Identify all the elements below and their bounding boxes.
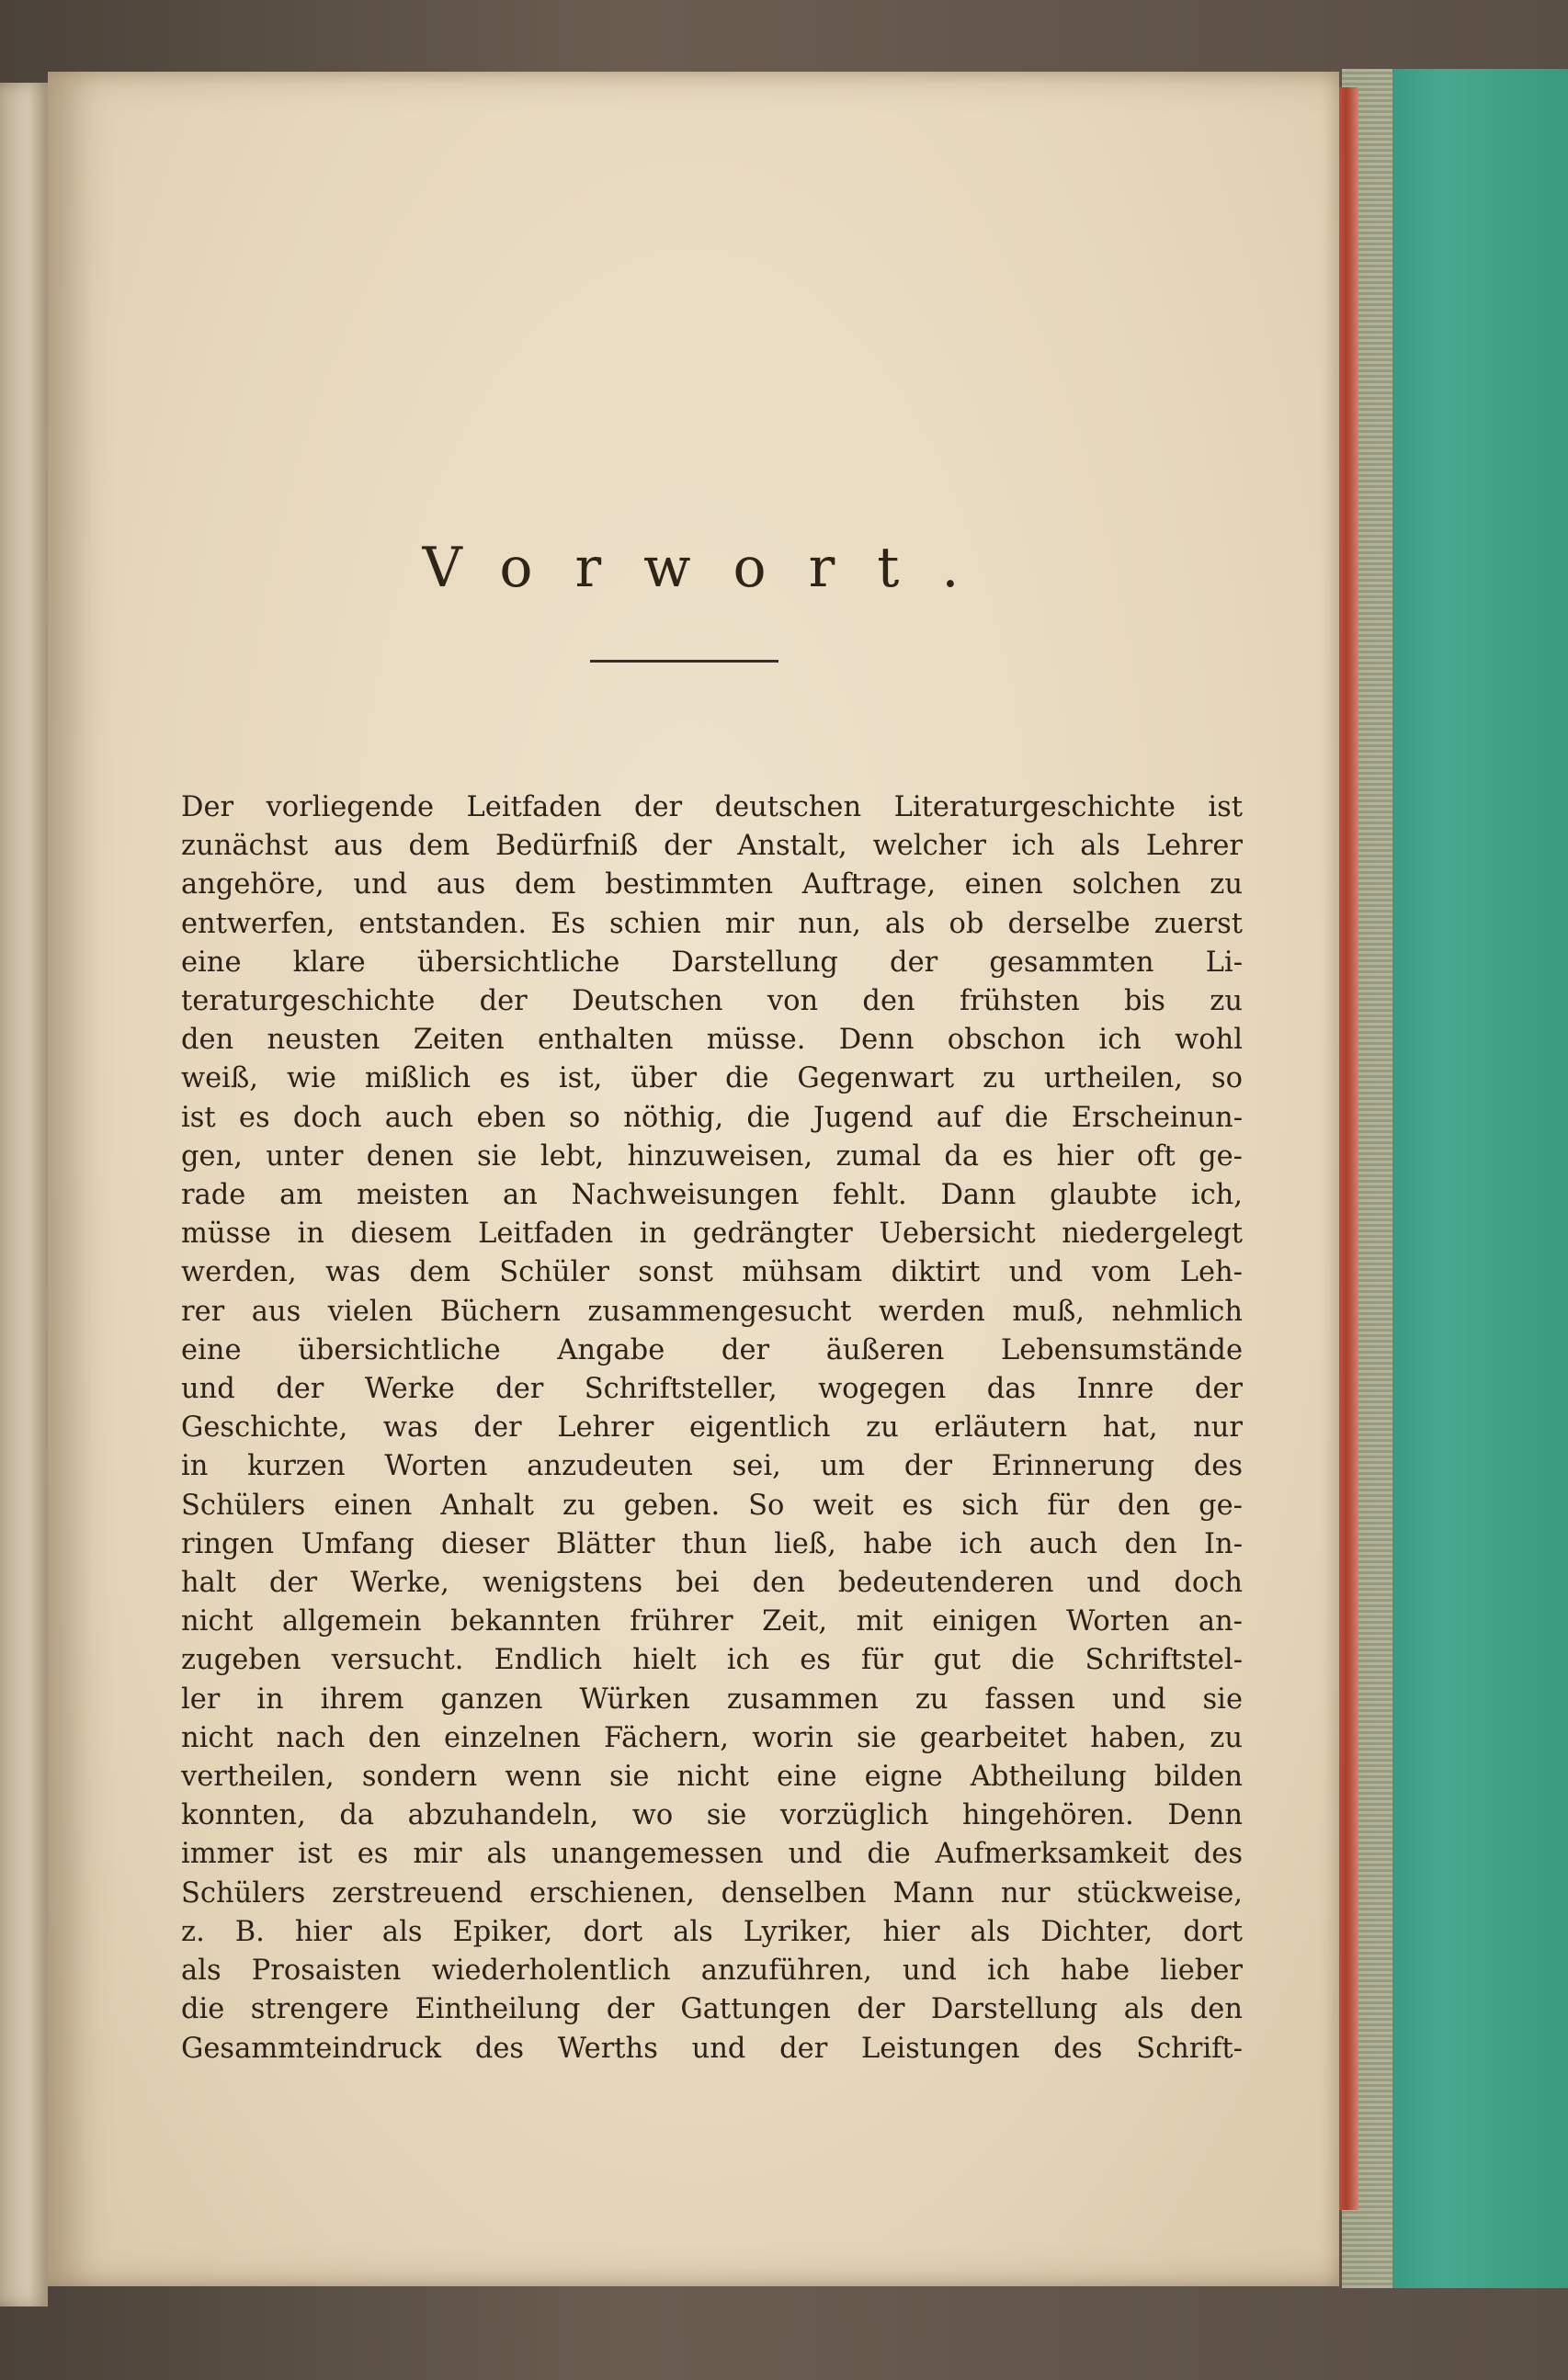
text-line: Geschichte, was der Lehrer eigentlich zu erläutern hat, nur — [181, 1411, 1243, 1445]
text-line: als Prosaisten wiederholentlich anzuführen, und ich habe lieber — [181, 1955, 1243, 1988]
text-line: gen, unter denen sie lebt, hinzuweisen, zumal da es hier oft ge- — [181, 1139, 1243, 1173]
page-heading: Vorwort. — [422, 536, 1002, 600]
text-line: Schülers zerstreuend erschienen, denselben Mann nur stückweise, — [181, 1876, 1243, 1910]
text-line: eine übersichtliche Angabe der äußeren Lebensumstände — [181, 1333, 1243, 1366]
text-line: entwerfen, entstanden. Es schien mir nun, als ob derselbe zuerst — [181, 907, 1243, 940]
facing-page-edge — [0, 83, 48, 2306]
text-line: in kurzen Worten anzudeuten sei, um der Erinnerung des — [181, 1450, 1243, 1483]
text-line: die strengere Eintheilung der Gattungen der Darstellung als den — [181, 1993, 1243, 2026]
text-line: zunächst aus dem Bedürfniß der Anstalt, welcher ich als Lehrer — [181, 830, 1243, 863]
text-line: den neusten Zeiten enthalten müsse. Denn obschon ich wohl — [181, 1024, 1243, 1057]
book-page — [48, 72, 1339, 2286]
text-line: zugeben versucht. Endlich hielt ich es für gut die Schriftstel- — [181, 1644, 1243, 1677]
text-line: ringen Umfang dieser Blätter thun ließ, habe ich auch den In- — [181, 1527, 1243, 1560]
text-line: teraturgeschichte der Deutschen von den frühsten bis zu — [181, 985, 1243, 1018]
body-text — [181, 788, 1243, 2068]
text-line: müsse in diesem Leitfaden in gedrängter Uebersicht niedergelegt — [181, 1218, 1243, 1251]
text-line: ler in ihrem ganzen Würken zusammen zu fassen und sie — [181, 1683, 1243, 1716]
text-line: eine klare übersichtliche Darstellung der gesammten Li- — [181, 946, 1243, 979]
text-line: Gesammteindruck des Werths und der Leistungen des Schrift- — [181, 2032, 1243, 2065]
text-line: vertheilen, sondern wenn sie nicht eine eigne Abtheilung bilden — [181, 1761, 1243, 1794]
text-line: konnten, da abzuhandeln, wo sie vorzüglich hingehören. Denn — [181, 1799, 1243, 1832]
text-line: halt der Werke, wenigstens bei den bedeutenderen und doch — [181, 1567, 1243, 1600]
text-line: ist es doch auch eben so nöthig, die Jugend auf die Erscheinun- — [181, 1101, 1243, 1134]
text-line: Schülers einen Anhalt zu geben. So weit es sich für den ge- — [181, 1489, 1243, 1522]
text-line: rer aus vielen Büchern zusammengesucht werden muß, nehmlich — [181, 1295, 1243, 1328]
text-line: Der vorliegende Leitfaden der deutschen Literaturgeschichte ist — [181, 791, 1243, 823]
text-line: werden, was dem Schüler sonst mühsam diktirt und vom Leh- — [181, 1256, 1243, 1289]
text-line: weiß, wie mißlich es ist, über die Gegenwart zu urtheilen, so — [181, 1062, 1243, 1095]
text-line: nicht allgemein bekannten frührer Zeit, mit einigen Worten an- — [181, 1605, 1243, 1638]
text-line: rade am meisten an Nachweisungen fehlt. Dann glaubte ich, — [181, 1179, 1243, 1212]
text-line: nicht nach den einzelnen Fächern, worin sie gearbeitet haben, zu — [181, 1721, 1243, 1754]
text-line: und der Werke der Schriftsteller, wogegen das Innre der — [181, 1373, 1243, 1406]
book-cover-board — [1342, 69, 1568, 2288]
text-line: z. B. hier als Epiker, dort als Lyriker, hier als Dichter, dort — [181, 1915, 1243, 1948]
text-line: immer ist es mir als unangemessen und die Aufmerksamkeit des — [181, 1838, 1243, 1871]
text-line: angehöre, und aus dem bestimmten Auftrage, einen solchen zu — [181, 868, 1243, 901]
heading-divider — [590, 660, 778, 663]
